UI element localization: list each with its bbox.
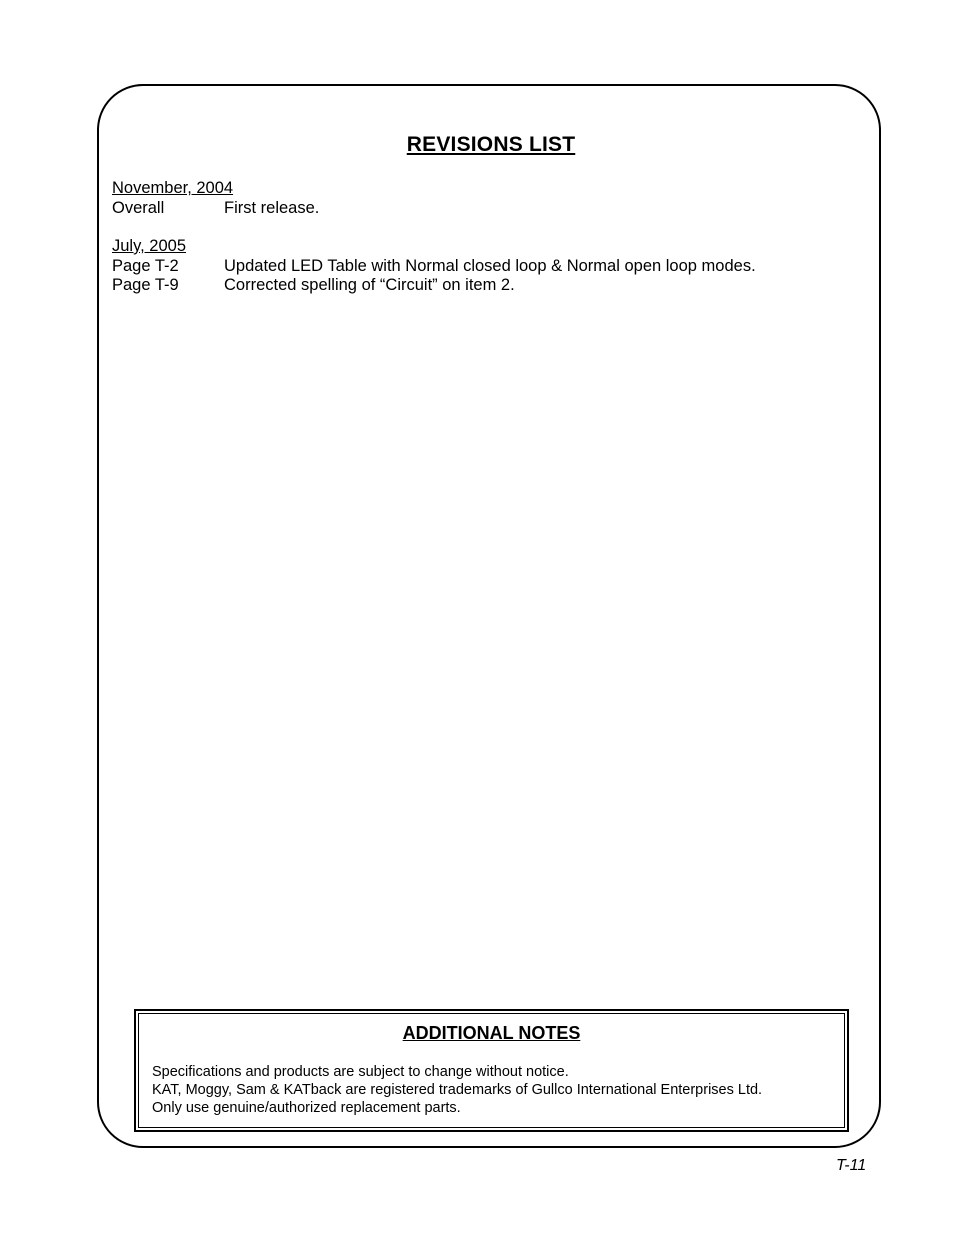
note-line: KAT, Moggy, Sam & KATback are registered trademarks of Gullco International Enterprises Ltd. <box>152 1082 763 1098</box>
additional-notes-inner-border <box>138 1013 845 1128</box>
revision-entry <box>112 276 756 296</box>
revision-entry <box>112 199 319 219</box>
revision-group <box>112 237 756 296</box>
revision-page-ref: Overall <box>112 198 165 217</box>
revision-page-ref: Page T-9 <box>112 276 179 294</box>
note-line: Specifications and products are subject to change without notice. <box>152 1064 569 1080</box>
revision-group <box>112 179 319 218</box>
revision-description: Corrected spelling of “Circuit” on item 2. <box>224 276 515 294</box>
note-line: Only use genuine/authorized replacement parts. <box>152 1100 461 1116</box>
revision-description: First release. <box>224 198 320 217</box>
revision-entry <box>112 257 756 277</box>
page-number: T-11 <box>836 1157 867 1174</box>
additional-notes-text <box>152 1063 762 1117</box>
additional-notes-title: ADDITIONAL NOTES <box>402 1023 581 1043</box>
revision-page-ref: Page T-2 <box>112 256 179 275</box>
revision-description: Updated LED Table with Normal closed loop & Normal open loop modes. <box>224 256 756 275</box>
revision-date: November, 2004 <box>112 179 234 197</box>
page-title: REVISIONS LIST <box>406 133 576 156</box>
revision-date: July, 2005 <box>112 237 186 255</box>
additional-notes-box <box>134 1009 849 1132</box>
